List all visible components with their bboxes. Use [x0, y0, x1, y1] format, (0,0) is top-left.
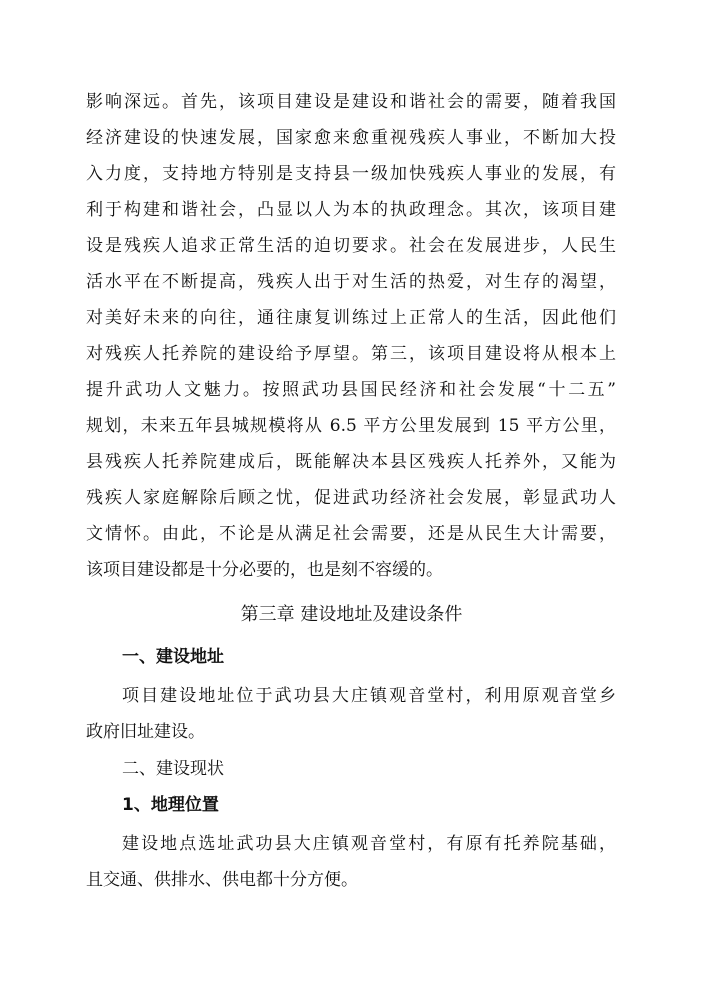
paragraph-line: 残疾人家庭解除后顾之忧，促进武功经济社会发展，彰显武功人	[86, 488, 616, 508]
paragraph-line: 项目建设地址位于武功县大庄镇观音堂村，利用原观音堂乡	[122, 686, 616, 706]
paragraph-line: 文情怀。由此，不论是从满足社会需要，还是从民生大计需要，	[86, 524, 616, 544]
paragraph-line: 该项目建设都是十分必要的，也是刻不容缓的。	[86, 560, 443, 580]
paragraph-line: 政府旧址建设。	[86, 722, 205, 742]
section-heading-status: 二、建设现状	[122, 759, 224, 779]
paragraph-line: 规划，未来五年县城规模将从 6.5 平方公里发展到 15 平方公里，	[86, 416, 616, 436]
paragraph-line: 对美好未来的向往，通往康复训练过上正常人的生活，因此他们	[86, 308, 616, 328]
paragraph-line: 活水平在不断提高，残疾人出于对生活的热爱，对生存的渴望，	[86, 272, 616, 292]
chapter-title: 第三章 建设地址及建设条件	[240, 604, 463, 625]
paragraph-line: 设是残疾人追求正常生活的迫切要求。社会在发展进步，人民生	[86, 236, 616, 256]
section-heading-site: 一、建设地址	[122, 647, 224, 667]
paragraph-line: 建设地点选址武功县大庄镇观音堂村，有原有托养院基础，	[122, 834, 616, 854]
subsection-heading-location: 1、地理位置	[122, 795, 219, 815]
paragraph-line: 经济建设的快速发展，国家愈来愈重视残疾人事业，不断加大投	[86, 128, 616, 148]
paragraph-line: 利于构建和谐社会，凸显以人为本的执政理念。其次，该项目建	[86, 200, 616, 220]
paragraph-line: 影响深远。首先，该项目建设是建设和谐社会的需要，随着我国	[86, 92, 616, 112]
paragraph-line: 县残疾人托养院建成后，既能解决本县区残疾人托养外，又能为	[86, 452, 616, 472]
paragraph-line: 入力度，支持地方特别是支持县一级加快残疾人事业的发展，有	[86, 164, 616, 184]
paragraph-line: 提升武功人文魅力。按照武功县国民经济和社会发展“十二五”	[86, 380, 616, 400]
paragraph-line: 且交通、供排水、供电都十分方便。	[86, 870, 358, 890]
paragraph-line: 对残疾人托养院的建设给予厚望。第三，该项目建设将从根本上	[86, 344, 616, 364]
